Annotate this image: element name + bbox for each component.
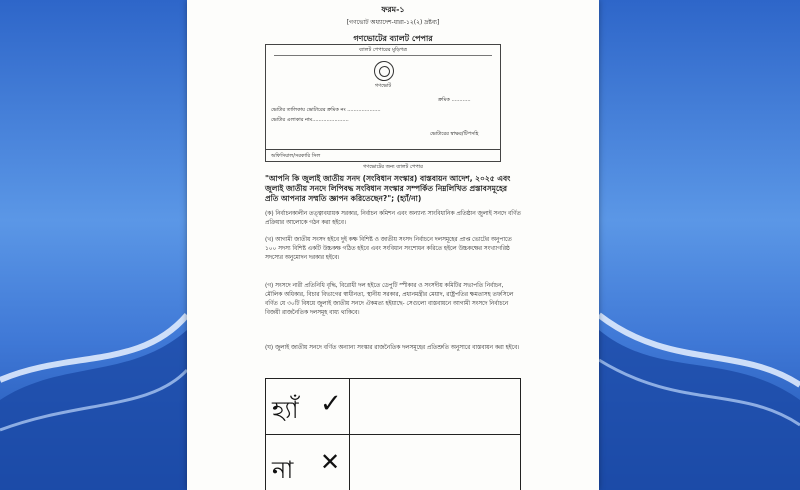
counterfoil-subtitle: গণভোট bbox=[374, 83, 392, 89]
cross-icon: ✕ bbox=[320, 448, 341, 476]
official-seal-label: অফিসিয়াল/সরকারি সিল bbox=[271, 153, 321, 159]
counterfoil-heading: ব্যালট পেপারের মুড়িপত্র bbox=[359, 47, 407, 53]
ballot-title: গণভোটের ব্যালট পেপার bbox=[353, 34, 433, 43]
counterfoil-footer bbox=[266, 149, 500, 159]
referendum-question: "আপনি কি জুলাই জাতীয় সনদ (সংবিধান সংস্কার) বাস্তবায়ন আদেশ, ২০২৫ এবং জুলাই জাতীয় সনদে লিপিবদ্ধ সংবিধান সংস্কার সম্পর্কিত নিম্নলিখিত প্রস্তাবসমূহের প্রতি আপনার সম্মতি জ্ঞাপন করিতেছেন?"; (হ্যাঁ/না) bbox=[265, 174, 511, 203]
serial-number-label: ক্রমিক ............ bbox=[438, 97, 471, 103]
vote-options-table bbox=[265, 378, 521, 490]
yes-option-cell bbox=[266, 379, 350, 434]
ballot-cut-label: গণভোটের জন্য ব্যালট পেপার bbox=[363, 164, 423, 170]
proposal-gha: (ঘ) জুলাই জাতীয় সনদে বর্ণিত অন্যান্য সংস্কার রাজনৈতিক দলসমূহের প্রতিশ্রুতি অনুসারে বাস্তবায়ন করা হইবে। bbox=[265, 345, 520, 351]
proposal-ka: (ক) নির্বাচনকালীন তত্ত্বাবধায়ক সরকার, নির্বাচন কমিশন এবং অন্যান্য সাংবিধানিক প্রতিষ্ঠান জুলাই সনদে বর্ণিত প্রক্রিয়ার আলোকে গঠন করা হইবে। bbox=[265, 211, 521, 226]
yes-label: হ্যাঁ bbox=[272, 396, 299, 424]
counterfoil-box bbox=[265, 44, 501, 162]
form-number: ফরম-১ bbox=[381, 5, 405, 14]
yes-option-row bbox=[266, 379, 520, 435]
voter-area-label: ভোটার এলাকার নাম....................... bbox=[271, 117, 349, 123]
ballot-document bbox=[187, 0, 599, 490]
government-seal-icon bbox=[374, 61, 394, 81]
voter-signature-label: ভোটারের স্বাক্ষর/টিপসহি bbox=[430, 131, 479, 137]
no-option-cell bbox=[266, 435, 350, 490]
no-label: না bbox=[272, 456, 294, 484]
no-option-row bbox=[266, 435, 520, 490]
check-icon: ✓ bbox=[320, 389, 342, 419]
counterfoil-divider bbox=[274, 55, 492, 56]
proposal-kha: (খ) আগামী জাতীয় সংসদ হইবে দুই কক্ষ বিশিষ্ট ও জাতীয় সংসদ নির্বাচনে দলসমূহের প্রাপ্ত ভোটের অনুপাতে ১০০ সদস্য বিশিষ্ট একটি উচ্চকক্ষ গঠিত হইবে এবং সংবিধান সংশোধন করিতে হইলে উচ্চকক্ষের সংখ্যাগরিষ্ঠ সদস্যের অনুমোদন দরকার হইবে। bbox=[265, 237, 512, 261]
proposal-ga: (গ) সংসদে নারী প্রতিনিধি বৃদ্ধি, বিরোধী দল হইতে ডেপুটি স্পীকার ও সংসদীয় কমিটির সভাপতি নির্বাচন, মৌলিক অধিকার, বিচার বিভাগের স্বাধীনতা, স্থানীয় সরকার, প্রধানমন্ত্রীর মেয়াদ, রাষ্ট্রপতির ক্ষমতাসহ তফসিলে বর্ণিত যে ৩০টি বিষয়ে জুলাই জাতীয় সনদে ঐকমত্য হইয়াছে- সেগুলো বাস্তবায়নে আগামী সংসদে নির্বাচনে বিজয়ী রাজনৈতিক দলসমূহ বাধ্য থাকিবে। bbox=[265, 283, 514, 316]
form-reference: [গণভোট অধ্যাদেশ-ধারা-১২(২) দ্রষ্টব্য] bbox=[346, 19, 440, 26]
voter-serial-label: ভোটার তালিকায় ভোটারের ক্রমিক নং ..................... bbox=[271, 107, 381, 113]
